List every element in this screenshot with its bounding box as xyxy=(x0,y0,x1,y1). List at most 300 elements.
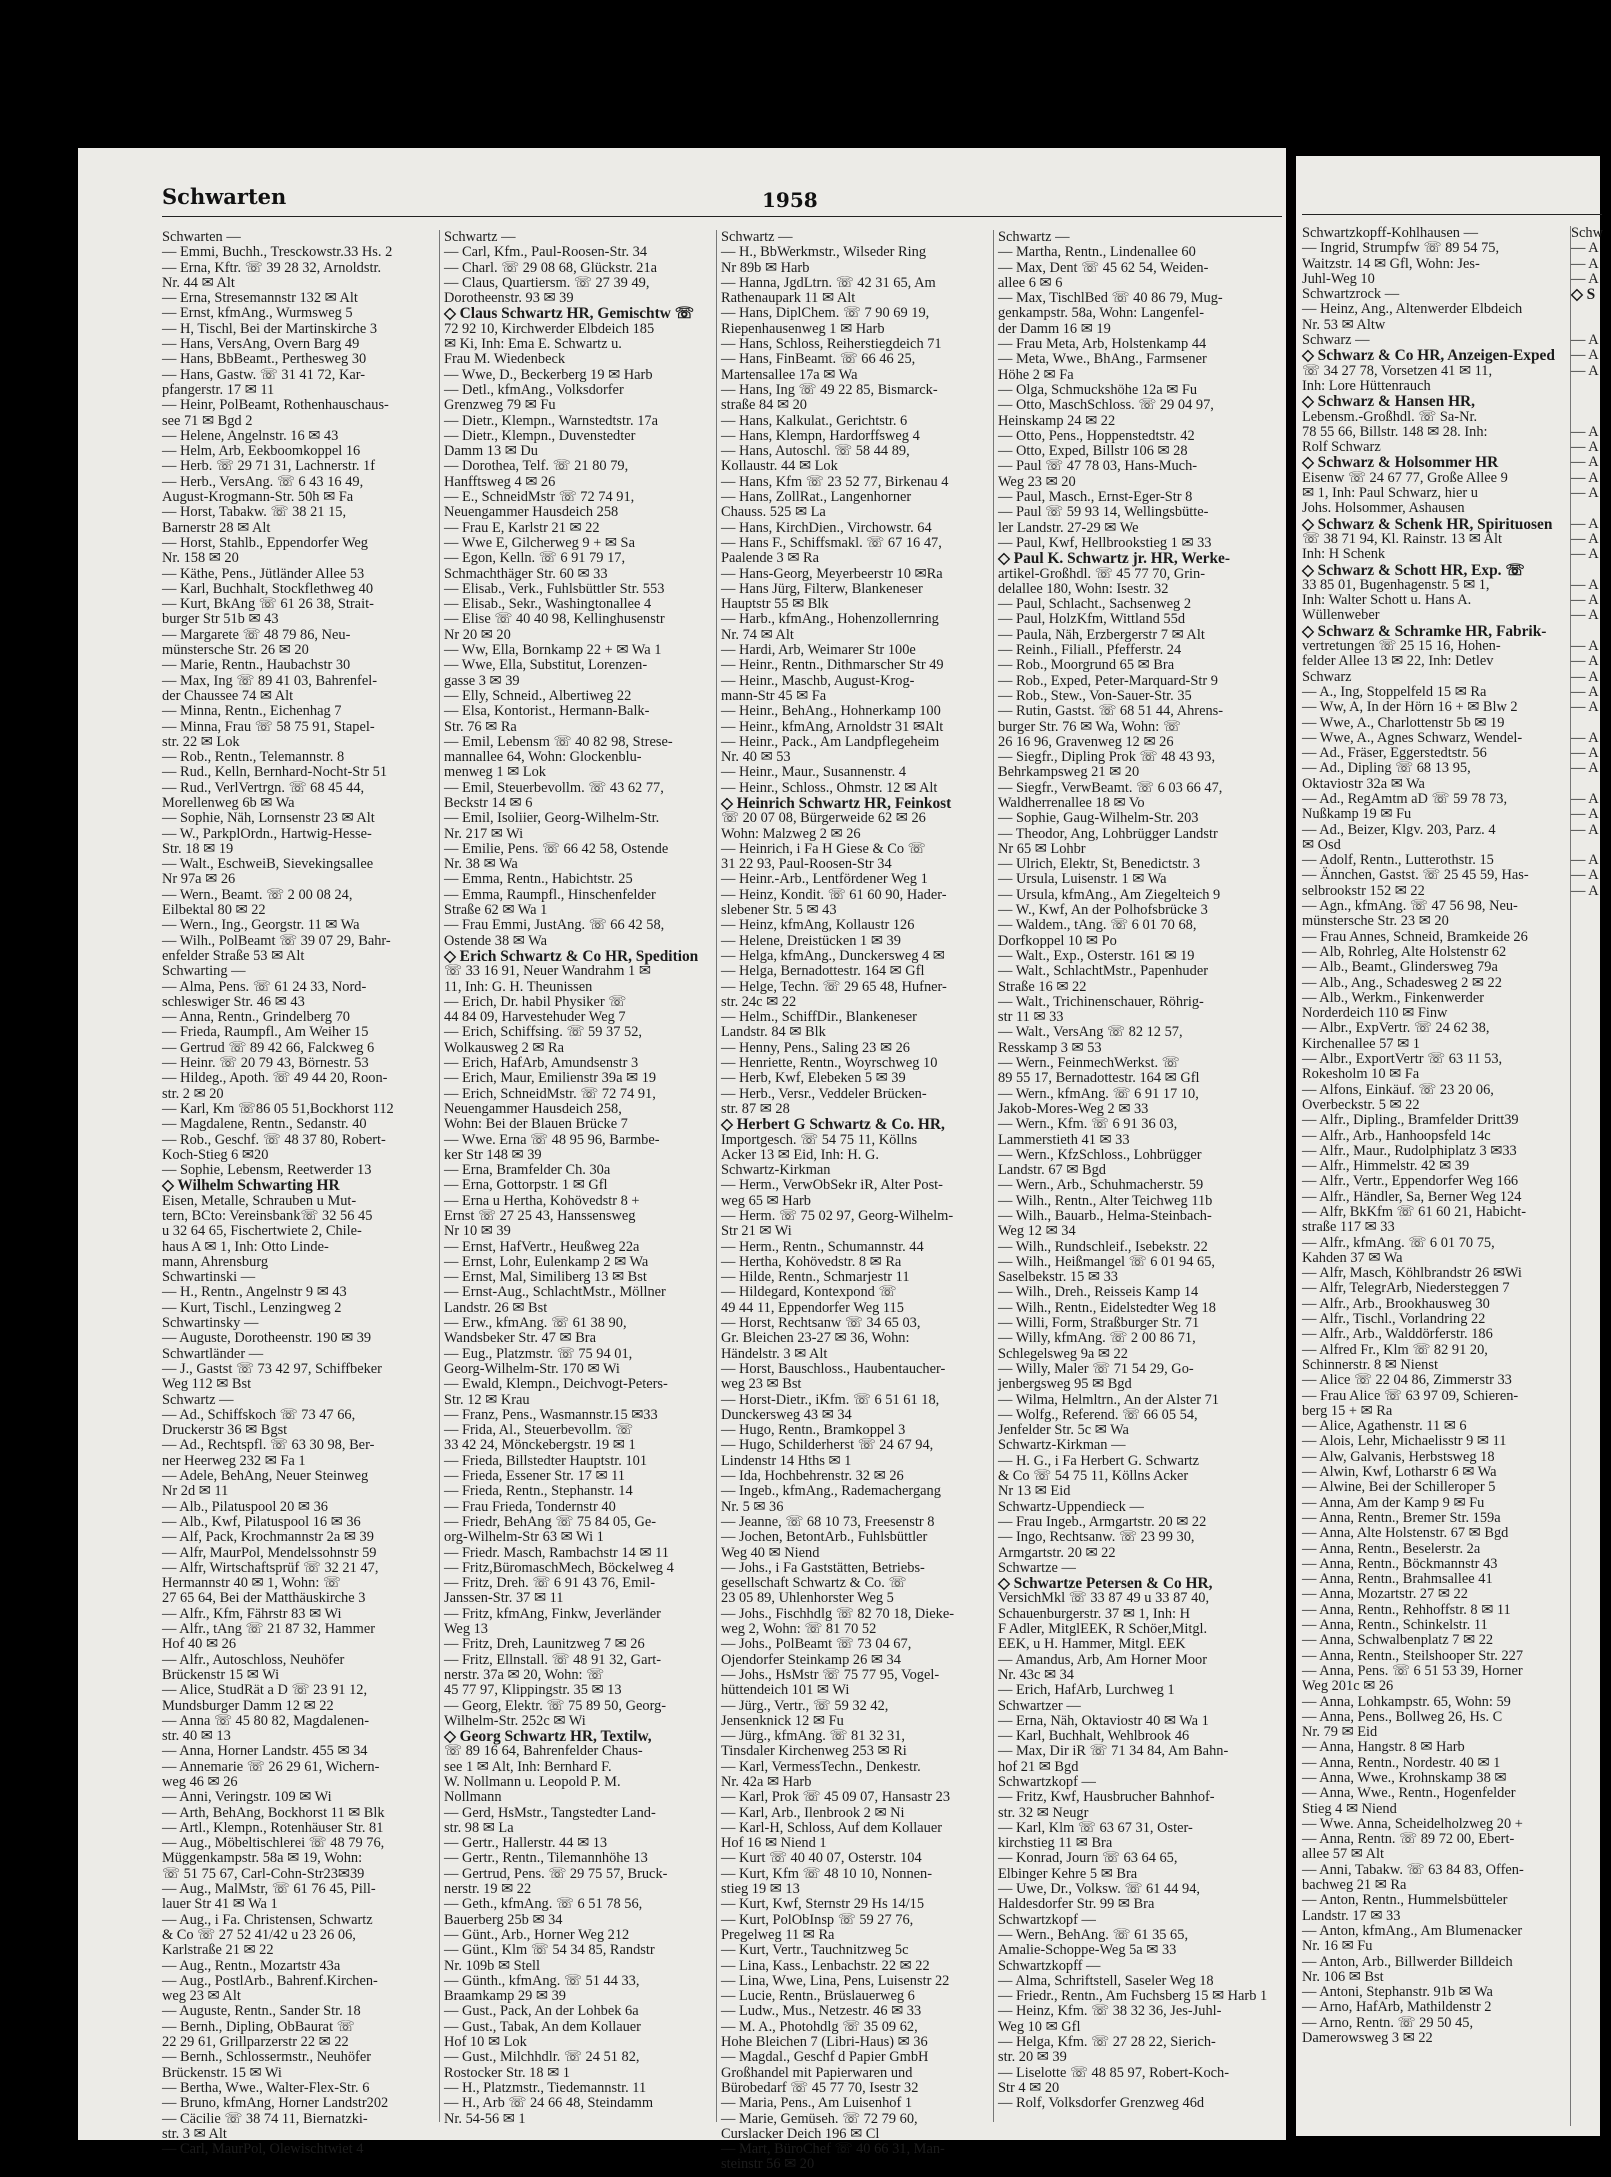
directory-entry-line: — Ingo, Rechtsanw. ☏ 23 99 30, xyxy=(998,1529,1195,1546)
directory-entry-line: Weg 12 ✉ 34 xyxy=(998,1223,1076,1240)
directory-entry-line: — Günt., Arb., Horner Weg 212 xyxy=(444,1926,630,1943)
directory-entry-line: F Adler, MitglEEK, R Schöer,Mitgl. xyxy=(998,1621,1208,1638)
directory-entry-line: ker Str 148 ✉ 39 xyxy=(444,1146,542,1163)
directory-entry-line: ☏ 34 27 78, Vorsetzen 41 ✉ 11, xyxy=(1302,362,1493,379)
directory-entry-line: — Arth, BehAng, Bockhorst 11 ✉ Blk xyxy=(162,1804,385,1821)
directory-entry-line: — Käthe, Pens., Jütländer Allee 53 xyxy=(162,565,365,582)
directory-entry-line: Wüllenweber xyxy=(1302,607,1380,624)
directory-entry-line: jenbergsweg 95 ✉ Bgd xyxy=(998,1376,1132,1393)
directory-entry-line: — Alfr., Arb., Walddörferstr. 186 xyxy=(1302,1326,1493,1343)
directory-entry-line: — Harb., kfmAng., Hohenzollernring xyxy=(721,611,939,628)
directory-entry-line: — Erna, Kftr. ☏ 39 28 32, Arnoldstr. xyxy=(162,259,382,276)
directory-entry-line: — Günt., Klm ☏ 54 34 85, Randstr xyxy=(444,1942,655,1959)
directory-entry-line: — Karl, Km ☏86 05 51,Bockhorst 112 xyxy=(162,1100,394,1117)
directory-entry-line: — Max, TischlBed ☏ 40 86 79, Mug- xyxy=(998,290,1223,307)
directory-entry-line: — Erna, Gottorpstr. 1 ✉ Gfl xyxy=(444,1177,608,1194)
directory-entry-line: — Heinz, Ang., Altenwerder Elbdeich xyxy=(1302,301,1523,318)
directory-entry-line: — Alfr., kfmAng. ☏ 6 01 70 75, xyxy=(1302,1234,1495,1251)
directory-entry-line: Wilhelm-Str. 252c ✉ Wi xyxy=(444,1712,586,1729)
directory-entry-line: — Heinr., Pack., Am Landpflegeheim xyxy=(721,733,940,750)
directory-entry-line: — Cäcilie ☏ 38 74 11, Biernatzki- xyxy=(162,2110,368,2127)
directory-entry-line: — Charl. ☏ 29 08 68, Glückstr. 21a xyxy=(444,259,658,276)
directory-entry-line: Schw xyxy=(1571,225,1603,241)
directory-entry-line: — Hans, Autoschl. ☏ 58 44 89, xyxy=(721,443,910,460)
directory-entry-line: mannallee 64, Wohn: Glockenblu- xyxy=(444,749,642,766)
directory-entry-line: — Alfr, BkKfm ☏ 61 60 21, Habicht- xyxy=(1302,1204,1527,1220)
directory-entry-line: — Paul ☏ 47 78 03, Hans-Much- xyxy=(998,458,1198,475)
directory-entry-line: — Heinr., BehAng., Hohnerkamp 100 xyxy=(721,703,941,720)
directory-entry-line: — Max, Dent ☏ 45 62 54, Weiden- xyxy=(998,259,1209,276)
directory-entry-line: — Anna, Rentn., Brahmsallee 41 xyxy=(1302,1571,1493,1588)
directory-entry-line: Kollaustr. 44 ✉ Lok xyxy=(721,458,838,475)
directory-entry-line: ◇ Schwarz & Schramke HR, Fabrik- xyxy=(1302,622,1547,640)
directory-entry-line: allee 57 ✉ Alt xyxy=(1302,1846,1384,1863)
directory-entry-line: Kahden 37 ✉ Wa xyxy=(1302,1249,1403,1266)
directory-entry-line: — A xyxy=(1571,790,1599,807)
directory-entry-line: Nr. 53 ✉ Altw xyxy=(1302,316,1386,333)
directory-entry-line: Jenfelder Str. 5c ✉ Wa xyxy=(998,1422,1129,1439)
directory-entry-line: Hauptstr 55 ✉ Blk xyxy=(721,596,829,613)
directory-entry-line: — Helge, Techn. ☏ 29 65 48, Hufner- xyxy=(721,978,947,995)
directory-entry-line: — Aug., Möbeltischlerei ☏ 48 79 76, xyxy=(162,1835,385,1852)
directory-entry-line: der Damm 16 ✉ 19 xyxy=(998,320,1111,337)
directory-entry-line: — H., BbWerkmstr., Wilseder Ring xyxy=(721,244,927,261)
directory-entry-line: Nr. 16 ✉ Fu xyxy=(1302,1938,1373,1955)
directory-entry-line: — Carl, MaurPol, Olewischtwiet 4 xyxy=(162,2141,364,2158)
directory-entry-line xyxy=(1571,777,1611,792)
directory-entry-line: delallee 180, Wohn: Isestr. 32 xyxy=(998,580,1169,597)
directory-entry-line: — Wwe, D., Beckerberg 19 ✉ Harb xyxy=(444,366,653,383)
directory-entry-line xyxy=(1571,318,1611,333)
directory-entry-line: — Alfr, Masch, Köhlbrandstr 26 ✉Wi xyxy=(1302,1265,1522,1282)
directory-entry-line: — Otto, Pens., Hoppenstedtstr. 42 xyxy=(998,427,1195,444)
directory-entry-line: mann, Ahrensburg xyxy=(162,1253,269,1270)
directory-entry-line: — Marie, Rentn., Haubachstr 30 xyxy=(162,657,351,674)
directory-entry-line xyxy=(1571,716,1611,731)
directory-entry-line: — Gertr., Rentn., Tilemannhöhe 13 xyxy=(444,1850,648,1867)
directory-entry-line: Ojendorfer Steinkamp 26 ✉ 34 xyxy=(721,1651,901,1668)
directory-entry-line: — A xyxy=(1571,347,1599,364)
directory-entry-line: — Wilma, Helmltrn., An der Alster 71 xyxy=(998,1391,1219,1408)
directory-entry-line: u 32 64 65, Fischertwiete 2, Chile- xyxy=(162,1223,362,1240)
directory-entry-line: — A xyxy=(1571,882,1599,899)
directory-entry-line: — Albr., ExpVertr. ☏ 24 62 38, xyxy=(1302,1020,1490,1037)
directory-entry-line: — Bertha, Wwe., Walter-Flex-Str. 6 xyxy=(162,2079,370,2096)
directory-entry-line: & Co ☏ 27 52 41/42 u 23 26 06, xyxy=(162,1926,356,1943)
directory-entry-line: — A xyxy=(1571,668,1599,685)
directory-entry-line: str. 32 ✉ Neugr xyxy=(998,1804,1089,1821)
directory-entry-line: — Konrad, Journ ☏ 63 64 65, xyxy=(998,1850,1178,1867)
directory-entry-line: & Co ☏ 54 75 11, Köllns Acker xyxy=(998,1468,1189,1485)
directory-entry-line: Eisen, Metalle, Schrauben u Mut- xyxy=(162,1192,357,1209)
directory-entry-line: — Adolf, Rentn., Lutterothstr. 15 xyxy=(1302,852,1494,869)
directory-entry-line: ☏ 20 07 08, Bürgerweide 62 ✉ 26 xyxy=(721,810,926,827)
directory-entry-line: Waitzstr. 14 ✉ Gfl, Wohn: Jes- xyxy=(1302,255,1480,272)
directory-entry-line: — A xyxy=(1571,607,1599,624)
directory-entry-line: nerstr. 19 ✉ 22 xyxy=(444,1881,532,1898)
directory-entry-line: Nr. 40 ✉ 53 xyxy=(721,749,791,766)
directory-entry-line: — A xyxy=(1571,576,1599,593)
directory-entry-line: — Willy, Maler ☏ 71 54 29, Go- xyxy=(998,1360,1194,1377)
directory-entry-line: Nr 20 ✉ 20 xyxy=(444,626,511,643)
directory-entry-line: allee 6 ✉ 6 xyxy=(998,274,1063,291)
directory-entry-line: — Otto, Exped, Billstr 106 ✉ 28 xyxy=(998,443,1188,460)
directory-entry-line: — Hans, Schloss, Reiherstiegdeich 71 xyxy=(721,336,942,353)
directory-entry-line: Weg 112 ✉ Bst xyxy=(162,1376,252,1393)
directory-entry-line: — Hans, Ing ☏ 49 22 85, Bismarck- xyxy=(721,381,938,398)
directory-entry-line: Schwartzrock — xyxy=(1302,286,1400,303)
directory-entry-line: — Hildegard, Kontexpond ☏ xyxy=(721,1284,897,1301)
directory-entry-line: 31 22 93, Paul-Roosen-Str 34 xyxy=(721,856,892,873)
directory-entry-line: Neuengammer Hausdeich 258, xyxy=(444,1100,622,1117)
directory-entry-line: str 11 ✉ 33 xyxy=(998,1009,1064,1026)
directory-entry-line: Nr 65 ✉ Lohbr xyxy=(998,840,1086,857)
directory-entry-line: vertretungen ☏ 25 15 16, Hohen- xyxy=(1302,638,1501,655)
directory-entry-line: Str. 76 ✉ Ra xyxy=(444,718,517,735)
directory-entry-line: — Ad., Schiffskoch ☏ 73 47 66, xyxy=(162,1406,356,1423)
directory-entry-line: — Anna, Rentn., Rehhoffstr. 8 ✉ 11 xyxy=(1302,1601,1511,1618)
directory-entry-line: — Emil, Isoliier, Georg-Wilhelm-Str. xyxy=(444,810,660,827)
directory-entry-line: Str. 18 ✉ 19 xyxy=(162,840,234,857)
directory-entry-line: ◇ Schwarz & Holsommer HR xyxy=(1302,454,1499,472)
directory-entry-line: — Meta, Wwe., BhAng., Farmsener xyxy=(998,351,1207,368)
directory-entry-line: — A xyxy=(1571,439,1599,456)
directory-entry-line xyxy=(1571,501,1611,516)
directory-entry-line: — Emmi, Buchh., Tresckowstr.33 Hs. 2 xyxy=(162,244,393,261)
directory-entry-line: Brückenstr. 15 ✉ Wi xyxy=(162,2064,282,2081)
directory-entry-line: see 71 ✉ Bgd 2 xyxy=(162,412,253,429)
directory-entry-line: — Herb., VersAng. ☏ 6 43 16 49, xyxy=(162,473,364,490)
directory-entry-line: — Herm. ☏ 75 02 97, Georg-Wilhelm- xyxy=(721,1208,954,1224)
directory-entry-line: — Aug., i Fa. Christensen, Schwartz xyxy=(162,1911,373,1928)
directory-entry-line: — Jürg., kfmAng. ☏ 81 32 31, xyxy=(721,1728,906,1745)
directory-entry-line: — Lucie, Rentn., Brüslauerweg 6 xyxy=(721,1988,915,2005)
directory-entry-line: — Wern., Ing., Georgstr. 11 ✉ Wa xyxy=(162,917,360,934)
directory-entry-line: — Johs., PolBeamt ☏ 73 04 67, xyxy=(721,1636,912,1653)
directory-entry-line: — Anna, Horner Landstr. 455 ✉ 34 xyxy=(162,1743,368,1760)
directory-entry-line: ◇ Schwarz & Hansen HR, xyxy=(1302,393,1476,411)
directory-entry-line: Haldesdorfer Str. 99 ✉ Bra xyxy=(998,1896,1155,1913)
directory-entry-line: Bauerberg 25b ✉ 34 xyxy=(444,1911,563,1928)
directory-entry-line: — Anna, Rentn., Beselerstr. 2a xyxy=(1302,1540,1481,1557)
directory-entry-line: Schwartzkopf — xyxy=(998,1773,1096,1790)
directory-entry-line: — Ww, Ella, Bornkamp 22 + ✉ Wa 1 xyxy=(444,642,662,659)
directory-entry-line: — Alfons, Einkäuf. ☏ 23 20 06, xyxy=(1302,1081,1494,1098)
directory-entry-line: — Dietr., Klempn., Warnstedtstr. 17a xyxy=(444,412,659,429)
directory-entry-line: gesellschaft Schwartz & Co. ☏ xyxy=(721,1575,907,1592)
directory-entry-line: Curslacker Deich 196 ✉ Cl xyxy=(721,2125,880,2142)
directory-entry-line: — Hans, DiplChem. ☏ 7 90 69 19, xyxy=(721,305,930,322)
directory-entry-line: — Wwe E, Gilcherweg 9 + ✉ Sa xyxy=(444,534,635,551)
directory-entry-line: EEK, u H. Hammer, Mitgl. EEK xyxy=(998,1636,1186,1653)
directory-entry-line: — Hans, FinBeamt. ☏ 66 46 25, xyxy=(721,351,916,368)
directory-entry-line: — Alb., Werkm., Finkenwerder xyxy=(1302,989,1485,1006)
directory-entry-line: — Helga, Kfm. ☏ 27 28 22, Sierich- xyxy=(998,2034,1216,2051)
directory-entry-line: — Heinz, Kondit. ☏ 61 60 90, Hader- xyxy=(721,886,947,903)
directory-entry-line: — Paula, Näh, Erzbergerstr 7 ✉ Alt xyxy=(998,626,1205,643)
directory-entry-line: — Franz, Pens., Wasmannstr.15 ✉33 xyxy=(444,1406,658,1423)
directory-entry-line: — Friedr., Rentn., Am Fuchsberg 15 ✉ Harb 1 xyxy=(998,1988,1268,2005)
directory-entry-line: — Wilh., Rentn., Alter Teichweg 11b xyxy=(998,1192,1213,1209)
directory-entry-line: Elbinger Kehre 5 ✉ Bra xyxy=(998,1865,1138,1882)
directory-entry-line: ☏ 38 71 94, Kl. Rainstr. 13 ✉ Alt xyxy=(1302,530,1502,547)
directory-entry-line: — Jochen, BetontArb., Fuhlsbüttler xyxy=(721,1529,928,1546)
directory-entry-line: — Alb., Beamt., Glindersweg 79a xyxy=(1302,959,1498,976)
directory-entry-line: — Ulrich, Elektr, St, Benedictstr. 3 xyxy=(998,856,1201,873)
directory-entry-line: — Karl, Klm ☏ 63 67 31, Oster- xyxy=(998,1819,1193,1836)
directory-entry-line: Nr. 217 ✉ Wi xyxy=(444,825,524,842)
directory-entry-line: — Hans, Kfm ☏ 23 52 77, Birkenau 4 xyxy=(721,473,949,490)
directory-entry-line: Rathenaupark 11 ✉ Alt xyxy=(721,290,856,307)
directory-entry-line: — Paul, Schlacht., Sachsenweg 2 xyxy=(998,596,1192,613)
directory-entry-line: — Hans F., Schiffsmakl. ☏ 67 16 47, xyxy=(721,534,942,551)
directory-entry-line: ✉ Osd xyxy=(1302,836,1341,853)
column-6 xyxy=(1570,226,1611,2126)
directory-entry-line: — Minna, Frau ☏ 58 75 91, Stapel- xyxy=(162,718,375,735)
directory-entry-line: Weg 13 xyxy=(444,1621,489,1638)
directory-entry-line: Koch-Stieg 6 ✉20 xyxy=(162,1146,269,1163)
directory-entry-line: — Wern., Arb., Schuhmacherstr. 59 xyxy=(998,1177,1204,1194)
directory-entry-line: Eilbektal 80 ✉ 22 xyxy=(162,902,266,919)
directory-entry-line: — Otto, MaschSchloss. ☏ 29 04 97, xyxy=(998,397,1214,414)
directory-entry-line: Neuengammer Hausdeich 258 xyxy=(444,504,619,521)
directory-entry-line: — Anna ☏ 45 80 82, Magdalenen- xyxy=(162,1712,370,1729)
directory-entry-line: — Alwine, Bei der Schilleroper 5 xyxy=(1302,1479,1496,1496)
directory-entry-line: Schwartinsky — xyxy=(162,1315,259,1332)
directory-entry-line: — Fritz, Dreh, Launitzweg 7 ✉ 26 xyxy=(444,1636,645,1653)
directory-entry-line: Weg 23 ✉ 20 xyxy=(998,473,1076,490)
directory-entry-line: str. 40 ✉ 13 xyxy=(162,1728,231,1745)
directory-entry-line: weg 65 ✉ Harb xyxy=(721,1192,811,1209)
directory-entry-line: Schwarz — xyxy=(1302,332,1370,349)
directory-entry-line: hof 21 ✉ Bgd xyxy=(998,1758,1079,1775)
directory-entry-line: Nr. 74 ✉ Alt xyxy=(721,626,794,643)
directory-entry-line: — Wwe, A., Charlottenstr 5b ✉ 19 xyxy=(1302,714,1505,731)
directory-entry-line: Ostende 38 ✉ Wa xyxy=(444,932,547,949)
column-3 xyxy=(716,229,991,2173)
directory-entry-line: — Rud., Kelln, Bernhard-Nocht-Str 51 xyxy=(162,764,388,781)
directory-entry-line: ◇ Georg Schwartz HR, Textilw, xyxy=(444,1728,652,1746)
directory-entry-line: Nr. 44 ✉ Alt xyxy=(162,274,235,291)
directory-entry-line: — A xyxy=(1571,255,1599,272)
directory-entry-line: Schwartz — xyxy=(444,229,516,245)
directory-entry-line: — Detl., kfmAng., Volksdorfer xyxy=(444,381,624,398)
directory-entry-line: — Paul, Kwf, Hellbrookstieg 1 ✉ 33 xyxy=(998,534,1212,551)
directory-entry-line: — Rob., Moorgrund 65 ✉ Bra xyxy=(998,657,1175,674)
directory-entry-line: bachweg 21 ✉ Ra xyxy=(1302,1877,1407,1894)
directory-entry-line: — Heinr.-Arb., Lentfördener Weg 1 xyxy=(721,871,928,888)
directory-entry-line: menweg 1 ✉ Lok xyxy=(444,764,546,781)
directory-entry-line: — Paul, HolzKfm, Wittland 55d xyxy=(998,611,1186,628)
directory-entry-line: — Wwe. Anna, Scheidelholzweg 20 + xyxy=(1302,1815,1523,1832)
directory-entry-line xyxy=(1571,394,1611,409)
directory-entry-line: — H, Tischl, Bei der Martinskirche 3 xyxy=(162,320,378,337)
directory-entry-line: — Helene, Angelnstr. 16 ✉ 43 xyxy=(162,427,339,444)
directory-entry-line: Damerowsweg 3 ✉ 22 xyxy=(1302,2030,1433,2047)
directory-entry-line: Oktaviostr 32a ✉ Wa xyxy=(1302,775,1425,792)
directory-entry-line: — A xyxy=(1571,240,1599,257)
directory-entry-line: — Rob., Stew., Von-Sauer-Str. 35 xyxy=(998,687,1192,704)
directory-entry-line: — Heinr., Rentn., Dithmarscher Str 49 xyxy=(721,657,944,674)
directory-entry-line: — Sophie, Näh, Lornsenstr 23 ✉ Alt xyxy=(162,810,375,827)
directory-entry-line: — Ernst-Aug., SchlachtMstr., Möllner xyxy=(444,1284,666,1301)
directory-entry-line: Landstr. 26 ✉ Bst xyxy=(444,1299,548,1316)
directory-entry-line: — Helga, kfmAng., Dunckersweg 4 ✉ xyxy=(721,947,945,964)
directory-entry-line: — A xyxy=(1571,821,1599,838)
directory-entry-line: 78 55 66, Billstr. 148 ✉ 28. Inh: xyxy=(1302,423,1488,440)
directory-entry-line: weg 23 ✉ Alt xyxy=(162,1988,241,2005)
directory-entry-line: — Wilh., PolBeamt ☏ 39 07 29, Bahr- xyxy=(162,932,391,949)
directory-entry-line: str. 87 ✉ 28 xyxy=(721,1100,790,1117)
directory-entry-line: — Helm., SchiffDir., Blankeneser xyxy=(721,1009,917,1026)
page-header-name: Schwarten xyxy=(162,184,287,209)
directory-entry-line: — Mart, BüroChef ☏ 40 66 31, Man- xyxy=(721,2141,945,2158)
directory-entry-line: — Kurt, Kwf, Sternstr 29 Hs 14/15 xyxy=(721,1896,925,1913)
directory-entry-line: — Günth., kfmAng. ☏ 51 44 33, xyxy=(444,1972,640,1989)
directory-entry-line: — Ursula, kfmAng., Am Ziegelteich 9 xyxy=(998,886,1221,903)
directory-entry-line: ◇ Schwarz & Schott HR, Exp. ☏ xyxy=(1302,561,1525,579)
directory-entry-line: Nr. 38 ✉ Wa xyxy=(444,856,518,873)
directory-entry-line: Rokesholm 10 ✉ Fa xyxy=(1302,1066,1420,1083)
directory-entry-line: — Bruno, kfmAng, Horner Landstr202 xyxy=(162,2095,389,2112)
directory-entry-line: — Willy, kfmAng. ☏ 2 00 86 71, xyxy=(998,1330,1196,1347)
directory-entry-line: ☏ 89 16 64, Bahrenfelder Chaus- xyxy=(444,1743,643,1760)
directory-entry-line: — Kurt, PolObInsp ☏ 59 27 76, xyxy=(721,1911,914,1928)
directory-entry-line: — Wilh., Dreh., Reisseis Kamp 14 xyxy=(998,1284,1199,1301)
directory-entry-line: — Rud., VerlVertrgn. ☏ 68 45 44, xyxy=(162,779,365,796)
directory-entry-line: — Ingeb., kfmAng., Rademachergang xyxy=(721,1483,941,1500)
directory-entry-line: str. 24c ✉ 22 xyxy=(721,993,797,1010)
directory-entry-line: — Hans-Georg, Meyerbeerstr 10 ✉Ra xyxy=(721,565,943,582)
directory-entry-line: — Artl., Klempn., Rotenhäuser Str. 81 xyxy=(162,1819,384,1836)
directory-entry-line: Nr 13 ✉ Eid xyxy=(998,1483,1071,1500)
directory-entry-line: — Alfr., Vertr., Eppendorfer Weg 166 xyxy=(1302,1173,1519,1190)
directory-entry-line: Mundsburger Damm 12 ✉ 22 xyxy=(162,1697,334,1714)
directory-entry-line: — Fritz, Ellnstall. ☏ 48 91 32, Gart- xyxy=(444,1651,662,1668)
directory-entry-line: Resskamp 3 ✉ 53 xyxy=(998,1039,1102,1056)
column-1 xyxy=(162,229,436,2158)
directory-entry-line: — Heinz, Kfm. ☏ 38 32 36, Jes-Juhl- xyxy=(998,2003,1222,2020)
directory-entry-line: — Helm, Arb, Eekboomkoppel 16 xyxy=(162,443,361,460)
directory-entry-line: Händelstr. 3 ✉ Alt xyxy=(721,1345,828,1362)
directory-entry-line: — Alw, Galvanis, Herbstsweg 18 xyxy=(1302,1448,1495,1465)
directory-entry-line: — Heinr., kfmAng, Arnoldstr 31 ✉Alt xyxy=(721,718,944,735)
directory-entry-line: münstersche Str. 23 ✉ 20 xyxy=(1302,913,1449,930)
directory-entry-line: Inh: H Schenk xyxy=(1302,546,1386,563)
directory-entry-line: str. 2 ✉ 20 xyxy=(162,1085,224,1102)
directory-entry-line: — Alfr., Händler, Sa, Berner Weg 124 xyxy=(1302,1188,1522,1205)
directory-entry-line: — Marie, Gemüseh. ☏ 72 79 60, xyxy=(721,2110,918,2127)
directory-entry-line: — Rob., Rentn., Telemannstr. 8 xyxy=(162,749,345,766)
directory-entry-line: Nr. 79 ✉ Eid xyxy=(1302,1724,1378,1741)
directory-entry-line: weg 2, Wohn: ☏ 81 70 52 xyxy=(721,1621,877,1638)
directory-entry-line: — Antoni, Stephanstr. 91b ✉ Wa xyxy=(1302,1984,1493,2001)
directory-entry-line: — Walt., EschweiB, Sievekingsallee xyxy=(162,856,374,873)
directory-entry-line: Müggenkampstr. 58a ✉ 19, Wohn: xyxy=(162,1850,363,1867)
directory-entry-line: — Anna, Hangstr. 8 ✉ Harb xyxy=(1302,1739,1465,1756)
directory-entry-line: — Aug., Rentn., Mozartstr 43a xyxy=(162,1957,341,1974)
directory-entry-line: ◇ Herbert G Schwartz & Co. HR, xyxy=(721,1116,945,1134)
directory-entry-line: — H., Arb ☏ 24 66 48, Steindamm xyxy=(444,2095,654,2112)
directory-entry-line: — Minna, Rentn., Eichenhag 7 xyxy=(162,703,342,720)
directory-entry-line: — Alice ☏ 22 04 86, Zimmerstr 33 xyxy=(1302,1372,1512,1389)
directory-entry-line: ◇ S xyxy=(1571,286,1596,304)
directory-entry-line: — Anton, Rentn., Hummelsbütteler xyxy=(1302,1892,1508,1909)
directory-entry-line: — Wern., Beamt. ☏ 2 00 08 24, xyxy=(162,886,353,903)
directory-entry-line: Höhe 2 ✉ Fa xyxy=(998,366,1074,383)
directory-entry-line: — Anna, Pens. ☏ 6 51 53 39, Horner xyxy=(1302,1662,1523,1679)
directory-entry-line: — A xyxy=(1571,729,1599,746)
directory-entry-line: — Albr., ExportVertr ☏ 63 11 53, xyxy=(1302,1051,1503,1068)
directory-entry-line: — Uwe, Dr., Volksw. ☏ 61 44 94, xyxy=(998,1881,1201,1898)
directory-entry-line: Schwartz — xyxy=(162,1391,234,1408)
directory-entry-line: str. 22 ✉ Lok xyxy=(162,733,240,750)
directory-entry-line: — Hans, Kalkulat., Gerichtstr. 6 xyxy=(721,412,908,429)
directory-entry-line: 26 16 96, Gravenweg 12 ✉ 26 xyxy=(998,733,1174,750)
directory-entry-line: — Hugo, Rentn., Bramkoppel 3 xyxy=(721,1422,906,1439)
directory-entry-line: str. 98 ✉ La xyxy=(444,1819,514,1836)
directory-entry-line: pfangerstr. 17 ✉ 11 xyxy=(162,381,275,398)
directory-entry-line: — Karl, Prok ☏ 45 09 07, Hansastr 23 xyxy=(721,1789,951,1806)
directory-entry-line: Wandsbeker Str. 47 ✉ Bra xyxy=(444,1330,596,1347)
directory-entry-line: Schwarten — xyxy=(162,229,241,245)
directory-entry-line: — Wwe, A., Agnes Schwarz, Wendel- xyxy=(1302,729,1523,746)
directory-entry-line: Schwarting — xyxy=(162,963,246,980)
directory-entry-line xyxy=(1571,838,1611,853)
directory-entry-line: Jensenknick 12 ✉ Fu xyxy=(721,1712,844,1729)
directory-entry-line: Dunckersweg 43 ✉ 34 xyxy=(721,1406,852,1423)
directory-entry-line: Straße 62 ✉ Wa 1 xyxy=(444,902,548,919)
directory-entry-line: — Ännchen, Gastst. ☏ 25 45 59, Has- xyxy=(1302,867,1529,884)
directory-entry-line: Schwartz — xyxy=(998,229,1070,245)
directory-entry-line: — Liselotte ☏ 48 85 97, Robert-Koch- xyxy=(998,2064,1230,2081)
directory-entry-line: — Kurt ☏ 40 40 07, Osterstr. 104 xyxy=(721,1850,922,1867)
directory-entry-line: — A xyxy=(1571,683,1599,700)
directory-entry-line: — Maria, Pens., Am Luisenhof 1 xyxy=(721,2095,913,2112)
directory-entry-line: — Elisab., Verk., Fuhlsbüttler Str. 553 xyxy=(444,580,665,597)
directory-entry-line: — A xyxy=(1571,638,1599,655)
directory-entry-line: Armgartstr. 20 ✉ 22 xyxy=(998,1544,1116,1561)
directory-entry-line: — Heinz, kfmAng, Kollaustr 126 xyxy=(721,917,915,934)
directory-entry-line: — Ida, Hochbehrenstr. 32 ✉ 26 xyxy=(721,1468,904,1485)
directory-entry-line: Hof 10 ✉ Lok xyxy=(444,2034,527,2051)
directory-entry-line xyxy=(1571,563,1611,578)
directory-entry-line: Stieg 4 ✉ Niend xyxy=(1302,1800,1397,1817)
directory-entry-line: — Alfr., Maur., Rudolphiplatz 3 ✉33 xyxy=(1302,1142,1517,1159)
directory-entry-line: Nr. 5 ✉ 36 xyxy=(721,1498,784,1515)
directory-entry-line: — Frau Emmi, JustAng. ☏ 66 42 58, xyxy=(444,917,665,934)
directory-entry-line: — Hilde, Rentn., Schmarjestr 11 xyxy=(721,1269,910,1286)
directory-entry-line: — Alfr., Dipling., Bramfelder Dritt39 xyxy=(1302,1112,1519,1129)
directory-entry-line: — A xyxy=(1571,852,1599,869)
directory-entry-line: tern, BCto: Vereinsbank☏ 32 56 45 xyxy=(162,1208,373,1224)
directory-entry-line: — Gertr., Hallerstr. 44 ✉ 13 xyxy=(444,1835,608,1852)
directory-entry-line: — Siegfr., VerwBeamt. ☏ 6 03 66 47, xyxy=(998,779,1223,796)
directory-entry-line: Nr. 106 ✉ Bst xyxy=(1302,1968,1384,1985)
directory-entry-line: — Willi, Form, Straßburger Str. 71 xyxy=(998,1315,1200,1332)
directory-entry-line: Braamkamp 29 ✉ 39 xyxy=(444,1988,566,2005)
directory-entry-line: — Reinh., Filiall., Pfefferstr. 24 xyxy=(998,642,1182,659)
directory-entry-line: — Emma, Raumpfl., Hinschenfelder xyxy=(444,886,656,903)
directory-entry-line: Großhandel mit Papierwaren und xyxy=(721,2064,913,2081)
directory-entry-line: — Alois, Lehr, Michaelisstr 9 ✉ 11 xyxy=(1302,1433,1507,1450)
directory-entry-line: — Frau Frieda, Tondernstr 40 xyxy=(444,1498,616,1515)
directory-entry-line: — A xyxy=(1571,270,1599,287)
directory-entry-line: Schwartz-Kirkman xyxy=(721,1162,831,1179)
directory-entry-line: — Anna, Rentn., Schinkelstr. 11 xyxy=(1302,1617,1488,1634)
directory-entry-line: — H., Platzmstr., Tiedemannstr. 11 xyxy=(444,2079,647,2096)
directory-entry-line: Jakob-Mores-Weg 2 ✉ 33 xyxy=(998,1100,1149,1117)
